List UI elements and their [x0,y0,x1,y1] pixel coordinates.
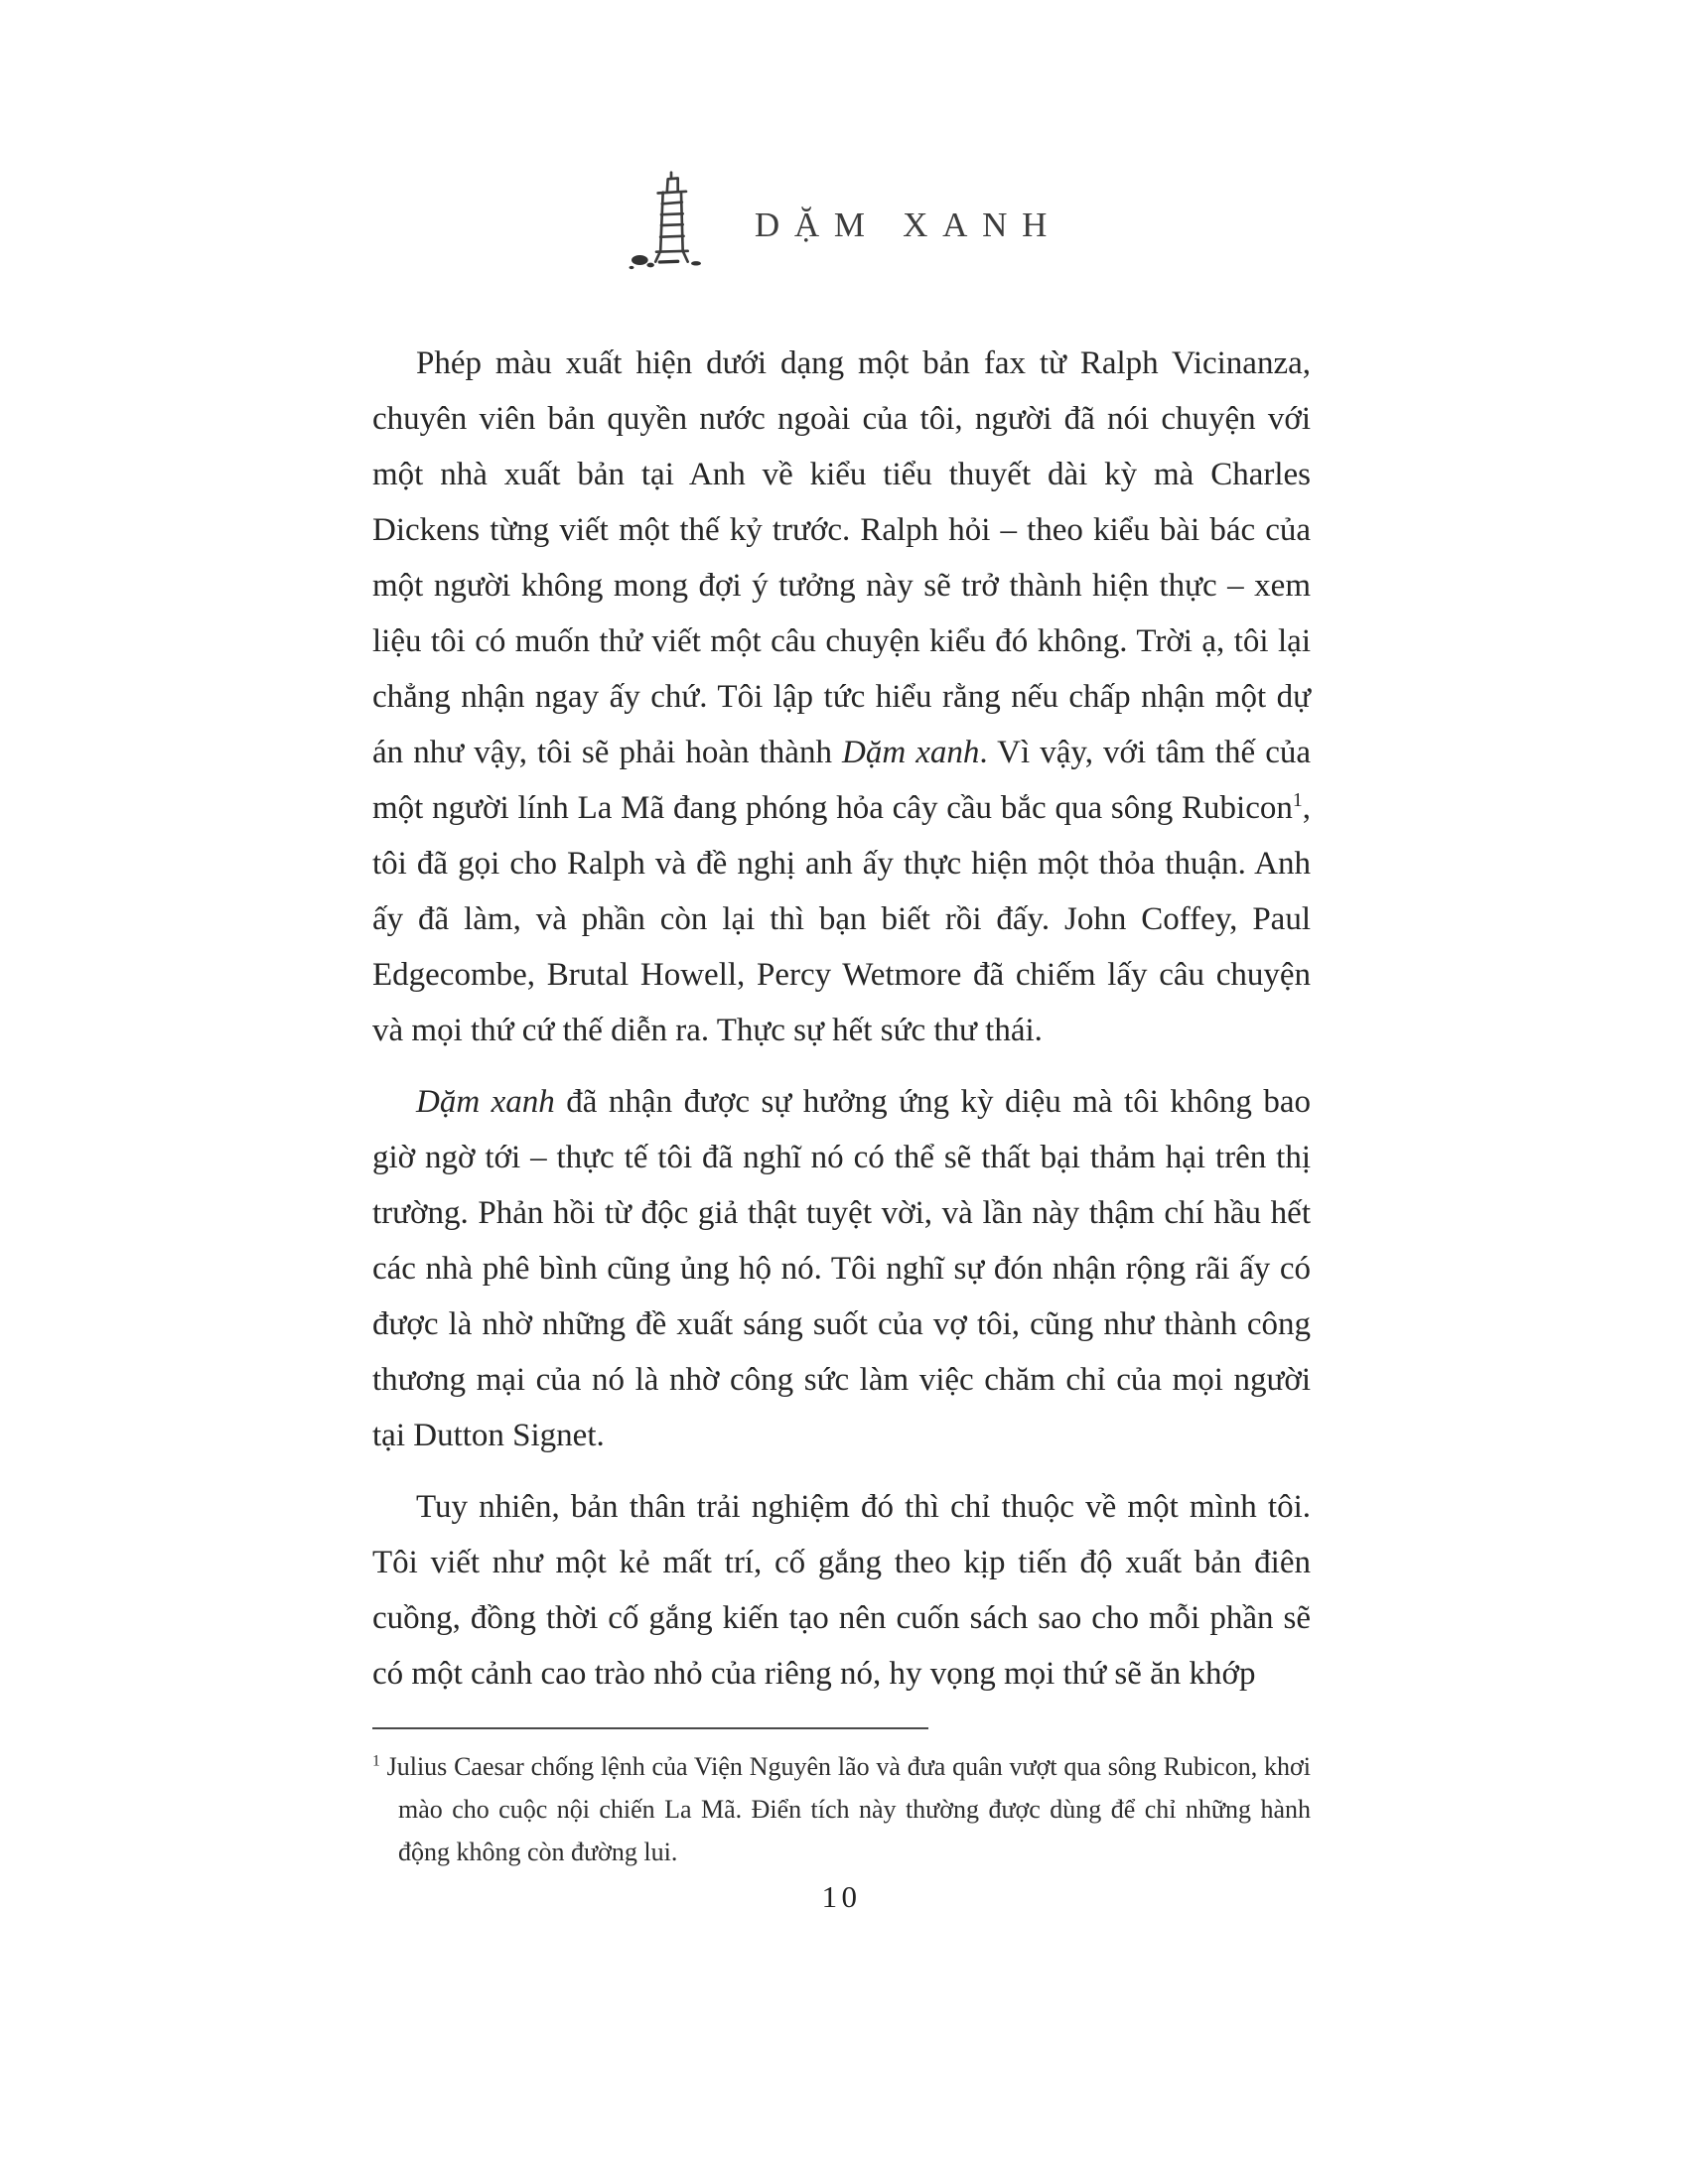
footnote-reference: 1 [372,1752,380,1770]
footnote-text [372,1745,1311,1873]
body-text-column [372,336,1311,1873]
text-run: . Vì vậy, với tâm thế của một người lính La Mã đang phóng hỏa cây cầu bắc qua sông Rubicon [372,735,1311,826]
body-paragraph [372,1479,1311,1702]
body-paragraph [372,1074,1311,1463]
body-paragraph [372,336,1311,1058]
text-run: Julius Caesar chống lệnh của Viện Nguyên lão và đưa quân vượt qua sông Rubicon, khơi mào cho cuộc nội chiến La Mã. Điển tích này thường được dùng để chỉ những hành động không còn đường lui. [379,1752,1311,1866]
italic-text-run: Dặm xanh [416,1084,555,1120]
text-run: Phép màu xuất hiện dưới dạng một bản fax từ Ralph Vicinanza, chuyên viên bản quyền nước ngoài của tôi, người đã nói chuyện với một nhà xuất bản tại Anh về kiểu tiểu thuyết dài kỳ mà Charles Dickens từng viết một thế kỷ trước. Ralph hỏi – theo kiểu bài bác của một người không mong đợi ý tưởng này sẽ trở thành hiện thực – xem liệu tôi có muốn thử viết một câu chuyện kiểu đó không. Trời ạ, tôi lại chẳng nhận ngay ấy chứ. Tôi lập tức hiểu rằng nếu chấp nhận một dự án như vậy, tôi sẽ phải hoàn thành [372,345,1311,770]
italic-text-run: Dặm xanh [842,735,980,770]
footnote-reference: 1 [1292,789,1303,811]
running-head-title: DẶM XANH [754,205,1062,244]
page-footer [372,1879,1311,1915]
text-run: đã nhận được sự hưởng ứng kỳ diệu mà tôi không bao giờ ngờ tới – thực tế tôi đã nghĩ nó có thể sẽ thất bại thảm hại trên thị trường. Phản hồi từ độc giả thật tuyệt vời, và lần này thậm chí hầu hết các nhà phê bình cũng ủng hộ nó. Tôi nghĩ sự đón nhận rộng rãi ấy có được là nhờ những đề xuất sáng suốt của vợ tôi, cũng như thành công thương mại của nó là nhờ công sức làm việc chăm chỉ của mọi người tại Dutton Signet. [372,1084,1312,1453]
page-header [372,171,1311,280]
ink-sketch-tower-illustration [622,171,721,280]
page-number: 10 [821,1879,862,1914]
text-run: Tuy nhiên, bản thân trải nghiệm đó thì chỉ thuộc về một mình tôi. Tôi viết như một kẻ mất trí, cố gắng theo kịp tiến độ xuất bản điên cuồng, đồng thời cố gắng kiến tạo nên cuốn sách sao cho mỗi phần sẽ có một cảnh cao trào nhỏ của riêng nó, hy vọng mọi thứ sẽ ăn khớp [372,1489,1311,1692]
text-run: , tôi đã gọi cho Ralph và đề nghị anh ấy thực hiện một thỏa thuận. Anh ấy đã làm, và phần còn lại thì bạn biết rồi đấy. John Coffey, Paul Edgecombe, Brutal Howell, Percy Wetmore đã chiếm lấy câu chuyện và mọi thứ cứ thế diễn ra. Thực sự hết sức thư thái. [372,790,1311,1048]
footnote-divider [372,1727,928,1729]
footnote-section [372,1727,1311,1873]
